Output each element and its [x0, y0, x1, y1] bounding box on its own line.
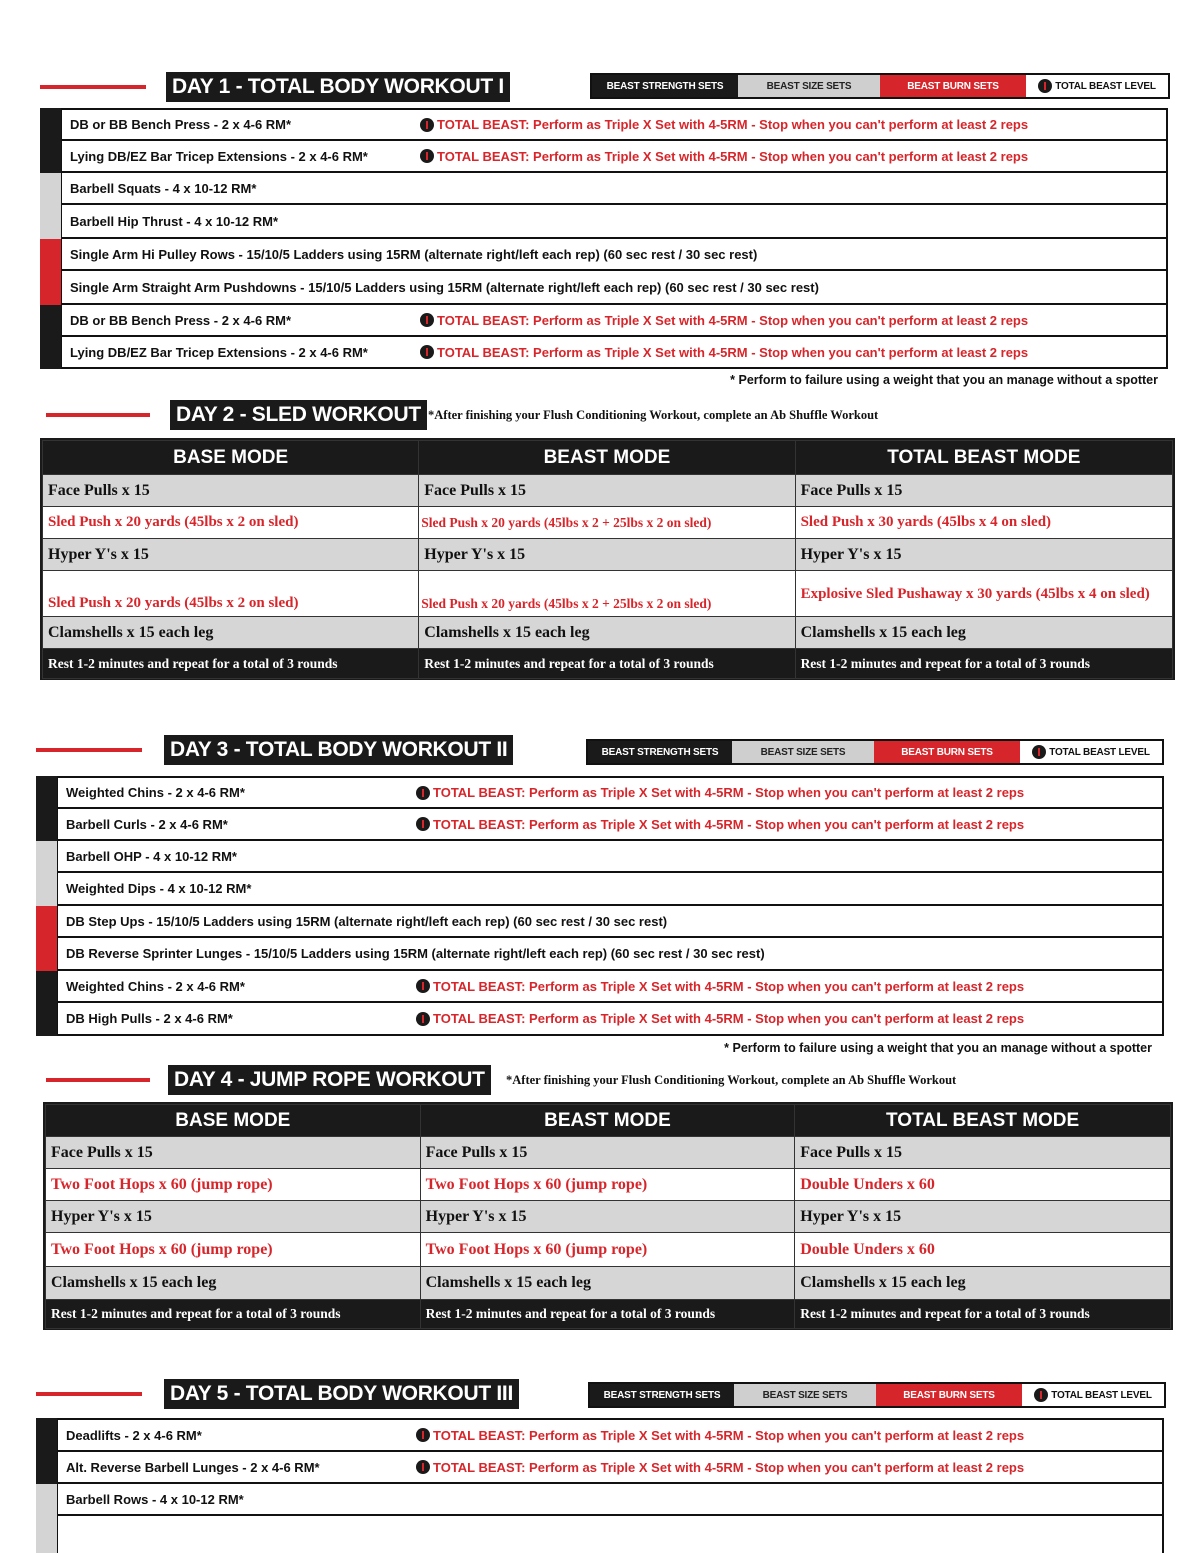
table-row	[36, 809, 1164, 841]
table-cell: Sled Push x 20 yards (45lbs x 2 on sled)	[43, 507, 419, 539]
legend-strength: BEAST STRENGTH SETS	[592, 75, 738, 97]
table-cell: Hyper Y's x 15	[419, 539, 795, 571]
total-beast-icon	[420, 313, 434, 327]
total-beast-icon	[1038, 79, 1052, 93]
day3-title: DAY 3 - TOTAL BODY WORKOUT II	[164, 735, 513, 765]
table-cell: Hyper Y's x 15	[420, 1201, 795, 1233]
exercise-label: Barbell Rows - 4 x 10-12 RM*	[66, 1491, 244, 1507]
day5-exercise-table	[36, 1418, 1164, 1553]
set-legend	[590, 73, 1170, 99]
total-beast-note: TOTAL BEAST: Perform as Triple X Set with 4-5RM - Stop when you can't perform at least 2 reps	[416, 979, 1024, 994]
day1-exercise-table	[40, 108, 1168, 368]
table-cell: Clamshells x 15 each leg	[46, 1267, 421, 1300]
table-cell: Double Unders x 60	[795, 1233, 1171, 1267]
table-row	[36, 873, 1164, 906]
table-row	[40, 173, 1168, 205]
table-cell: Hyper Y's x 15	[46, 1201, 421, 1233]
table-cell: Rest 1-2 minutes and repeat for a total of 3 rounds	[43, 649, 419, 679]
table-row	[36, 841, 1164, 873]
table-cell: Clamshells x 15 each leg	[420, 1267, 795, 1300]
column-header: TOTAL BEAST MODE	[795, 441, 1172, 475]
total-beast-icon	[416, 786, 430, 800]
total-beast-icon	[416, 1460, 430, 1474]
table-row	[36, 971, 1164, 1003]
exercise-label: Barbell OHP - 4 x 10-12 RM*	[66, 848, 237, 864]
day2-header	[0, 400, 1200, 430]
table-cell: Sled Push x 20 yards (45lbs x 2 + 25lbs x 2 on sled)	[419, 571, 795, 617]
total-beast-note: TOTAL BEAST: Perform as Triple X Set with 4-5RM - Stop when you can't perform at least 2 reps	[416, 817, 1024, 832]
total-beast-note: TOTAL BEAST: Perform as Triple X Set with 4-5RM - Stop when you can't perform at least 2 reps	[416, 1011, 1024, 1026]
legend-strength: BEAST STRENGTH SETS	[590, 1384, 734, 1406]
day2-note: *After finishing your Flush Conditioning Workout, complete an Ab Shuffle Workout	[428, 408, 879, 422]
table-row	[36, 1003, 1164, 1036]
table-row	[36, 906, 1164, 938]
total-beast-note: TOTAL BEAST: Perform as Triple X Set with 4-5RM - Stop when you can't perform at least 2 reps	[420, 117, 1028, 132]
strength-bar	[40, 108, 62, 141]
table-cell: Face Pulls x 15	[46, 1137, 421, 1169]
exercise-label: Weighted Chins - 2 x 4-6 RM*	[66, 785, 245, 800]
day1-title: DAY 1 - TOTAL BODY WORKOUT I	[166, 72, 510, 102]
total-beast-icon	[1034, 1388, 1048, 1402]
column-header: BEAST MODE	[419, 441, 795, 475]
table-row	[43, 507, 1173, 539]
exercise-label: Single Arm Straight Arm Pushdowns - 15/10/5 Ladders using 15RM (alternate right/left each rep) (60 sec rest / 30 sec rest)	[70, 279, 819, 295]
total-beast-icon	[420, 345, 434, 359]
table-cell: Two Foot Hops x 60 (jump rope)	[46, 1233, 421, 1267]
table-cell: Clamshells x 15 each leg	[43, 617, 419, 649]
total-beast-note: TOTAL BEAST: Perform as Triple X Set with 4-5RM - Stop when you can't perform at least 2 reps	[420, 149, 1028, 164]
exercise-label: DB Reverse Sprinter Lunges - 15/10/5 Ladders using 15RM (alternate right/left each rep) (60 sec rest / 30 sec rest)	[66, 946, 765, 961]
exercise-label: Single Arm Hi Pulley Rows - 15/10/5 Ladders using 15RM (alternate right/left each rep) (60 sec rest / 30 sec rest)	[70, 246, 758, 262]
table-cell: Hyper Y's x 15	[43, 539, 419, 571]
day3-footnote: * Perform to failure using a weight that you an manage without a spotter	[724, 1041, 1152, 1055]
table-row	[46, 1169, 1171, 1201]
legend-total-label: TOTAL BEAST LEVEL	[1049, 746, 1150, 758]
day4-title: DAY 4 - JUMP ROPE WORKOUT	[168, 1065, 491, 1095]
legend-burn: BEAST BURN SETS	[874, 741, 1020, 763]
table-row	[36, 1418, 1164, 1452]
day4-note: *After finishing your Flush Conditioning Workout, complete an Ab Shuffle Workout	[506, 1073, 957, 1087]
table-row	[46, 1267, 1171, 1300]
table-row	[40, 141, 1168, 173]
column-header: TOTAL BEAST MODE	[795, 1105, 1171, 1137]
legend-size: BEAST SIZE SETS	[734, 1384, 876, 1406]
burn-bar	[40, 239, 62, 271]
table-row	[46, 1201, 1171, 1233]
total-beast-note: TOTAL BEAST: Perform as Triple X Set with 4-5RM - Stop when you can't perform at least 2 reps	[420, 345, 1028, 360]
exercise-label: Barbell Squats - 4 x 10-12 RM*	[70, 180, 257, 196]
exercise-label: DB or BB Bench Press - 2 x 4-6 RM*	[70, 117, 292, 132]
exercise-label: Lying DB/EZ Bar Tricep Extensions - 2 x 4-6 RM*	[70, 344, 368, 360]
legend-total-label: TOTAL BEAST LEVEL	[1055, 80, 1156, 92]
table-row	[40, 337, 1168, 369]
table-row	[46, 1233, 1171, 1267]
exercise-label: DB or BB Bench Press - 2 x 4-6 RM*	[70, 312, 292, 328]
table-cell: Face Pulls x 15	[43, 475, 419, 507]
exercise-label: Weighted Dips - 4 x 10-12 RM*	[66, 881, 252, 896]
legend-strength: BEAST STRENGTH SETS	[588, 741, 732, 763]
legend-total	[1022, 1384, 1164, 1406]
total-beast-icon	[416, 1012, 430, 1026]
day1-footnote: * Perform to failure using a weight that you an manage without a spotter	[730, 373, 1158, 387]
total-beast-icon	[420, 118, 434, 132]
day4-header	[0, 1065, 1200, 1095]
table-row	[40, 108, 1168, 141]
total-beast-icon	[1032, 745, 1046, 759]
day4-mode-table	[43, 1102, 1173, 1330]
table-cell: Sled Push x 20 yards (45lbs x 2 + 25lbs x 2 on sled)	[419, 507, 795, 539]
day2-mode-table	[40, 438, 1175, 680]
column-header: BASE MODE	[43, 441, 419, 475]
table-cell: Clamshells x 15 each leg	[419, 617, 795, 649]
table-cell: Face Pulls x 15	[420, 1137, 795, 1169]
total-beast-icon	[416, 979, 430, 993]
total-beast-icon	[420, 149, 434, 163]
table-cell: Clamshells x 15 each leg	[795, 1267, 1171, 1300]
exercise-label: Deadlifts - 2 x 4-6 RM*	[66, 1427, 202, 1443]
exercise-label: Alt. Reverse Barbell Lunges - 2 x 4-6 RM*	[66, 1459, 320, 1475]
total-beast-note: TOTAL BEAST: Perform as Triple X Set with 4-5RM - Stop when you can't perform at least 2 reps	[420, 313, 1028, 328]
table-row	[46, 1137, 1171, 1169]
table-row	[43, 571, 1173, 617]
day5-title: DAY 5 - TOTAL BODY WORKOUT III	[164, 1379, 519, 1409]
table-row	[36, 1484, 1164, 1516]
table-cell: Face Pulls x 15	[795, 475, 1172, 507]
set-legend	[586, 739, 1164, 765]
table-cell: Hyper Y's x 15	[795, 1201, 1171, 1233]
table-cell: Rest 1-2 minutes and repeat for a total of 3 rounds	[46, 1300, 421, 1329]
table-cell: Sled Push x 20 yards (45lbs x 2 on sled)	[43, 571, 419, 617]
table-row	[40, 271, 1168, 305]
table-cell: Rest 1-2 minutes and repeat for a total of 3 rounds	[795, 1300, 1171, 1329]
table-row	[43, 539, 1173, 571]
table-cell: Two Foot Hops x 60 (jump rope)	[46, 1169, 421, 1201]
table-cell: Rest 1-2 minutes and repeat for a total of 3 rounds	[420, 1300, 795, 1329]
table-row	[36, 776, 1164, 809]
table-row	[43, 617, 1173, 649]
table-row	[36, 1452, 1164, 1484]
set-legend	[588, 1382, 1166, 1408]
total-beast-note: TOTAL BEAST: Perform as Triple X Set with 4-5RM - Stop when you can't perform at least 2 reps	[416, 1460, 1024, 1475]
exercise-label: Lying DB/EZ Bar Tricep Extensions - 2 x 4-6 RM*	[70, 148, 368, 164]
column-header: BEAST MODE	[420, 1105, 795, 1137]
legend-burn: BEAST BURN SETS	[880, 75, 1026, 97]
table-cell: Face Pulls x 15	[419, 475, 795, 507]
table-row-partial	[36, 1516, 1164, 1553]
table-cell: Sled Push x 30 yards (45lbs x 4 on sled)	[795, 507, 1172, 539]
legend-total-label: TOTAL BEAST LEVEL	[1051, 1389, 1152, 1401]
legend-total	[1020, 741, 1162, 763]
table-row	[40, 305, 1168, 337]
total-beast-note: TOTAL BEAST: Perform as Triple X Set with 4-5RM - Stop when you can't perform at least 2 reps	[416, 1428, 1024, 1443]
table-cell: Two Foot Hops x 60 (jump rope)	[420, 1169, 795, 1201]
column-header: BASE MODE	[46, 1105, 421, 1137]
table-cell: Rest 1-2 minutes and repeat for a total of 3 rounds	[419, 649, 795, 679]
table-cell: Double Unders x 60	[795, 1169, 1171, 1201]
table-cell: Rest 1-2 minutes and repeat for a total of 3 rounds	[795, 649, 1172, 679]
table-cell: Hyper Y's x 15	[795, 539, 1172, 571]
table-row	[36, 938, 1164, 971]
table-row	[40, 239, 1168, 271]
legend-size: BEAST SIZE SETS	[738, 75, 880, 97]
exercise-label: DB High Pulls - 2 x 4-6 RM*	[66, 1011, 233, 1026]
size-bar	[40, 173, 62, 205]
table-row	[46, 1300, 1171, 1329]
exercise-label: Barbell Hip Thrust - 4 x 10-12 RM*	[70, 213, 279, 229]
table-cell: Face Pulls x 15	[795, 1137, 1171, 1169]
table-row	[43, 649, 1173, 679]
legend-size: BEAST SIZE SETS	[732, 741, 874, 763]
day2-title: DAY 2 - SLED WORKOUT	[170, 400, 427, 430]
table-cell: Explosive Sled Pushaway x 30 yards (45lbs x 4 on sled)	[795, 571, 1172, 617]
day3-exercise-table	[36, 776, 1164, 1036]
total-beast-icon	[416, 817, 430, 831]
exercise-label: Barbell Curls - 2 x 4-6 RM*	[66, 816, 228, 832]
table-cell: Two Foot Hops x 60 (jump rope)	[420, 1233, 795, 1267]
red-rule	[40, 85, 146, 89]
total-beast-note: TOTAL BEAST: Perform as Triple X Set with 4-5RM - Stop when you can't perform at least 2 reps	[416, 785, 1024, 800]
exercise-label: DB Step Ups - 15/10/5 Ladders using 15RM (alternate right/left each rep) (60 sec rest / 30 sec rest)	[66, 913, 668, 929]
exercise-label: Weighted Chins - 2 x 4-6 RM*	[66, 978, 245, 994]
legend-burn: BEAST BURN SETS	[876, 1384, 1022, 1406]
table-cell: Clamshells x 15 each leg	[795, 617, 1172, 649]
total-beast-icon	[416, 1428, 430, 1442]
table-row	[40, 205, 1168, 239]
table-row	[43, 475, 1173, 507]
legend-total	[1026, 75, 1168, 97]
